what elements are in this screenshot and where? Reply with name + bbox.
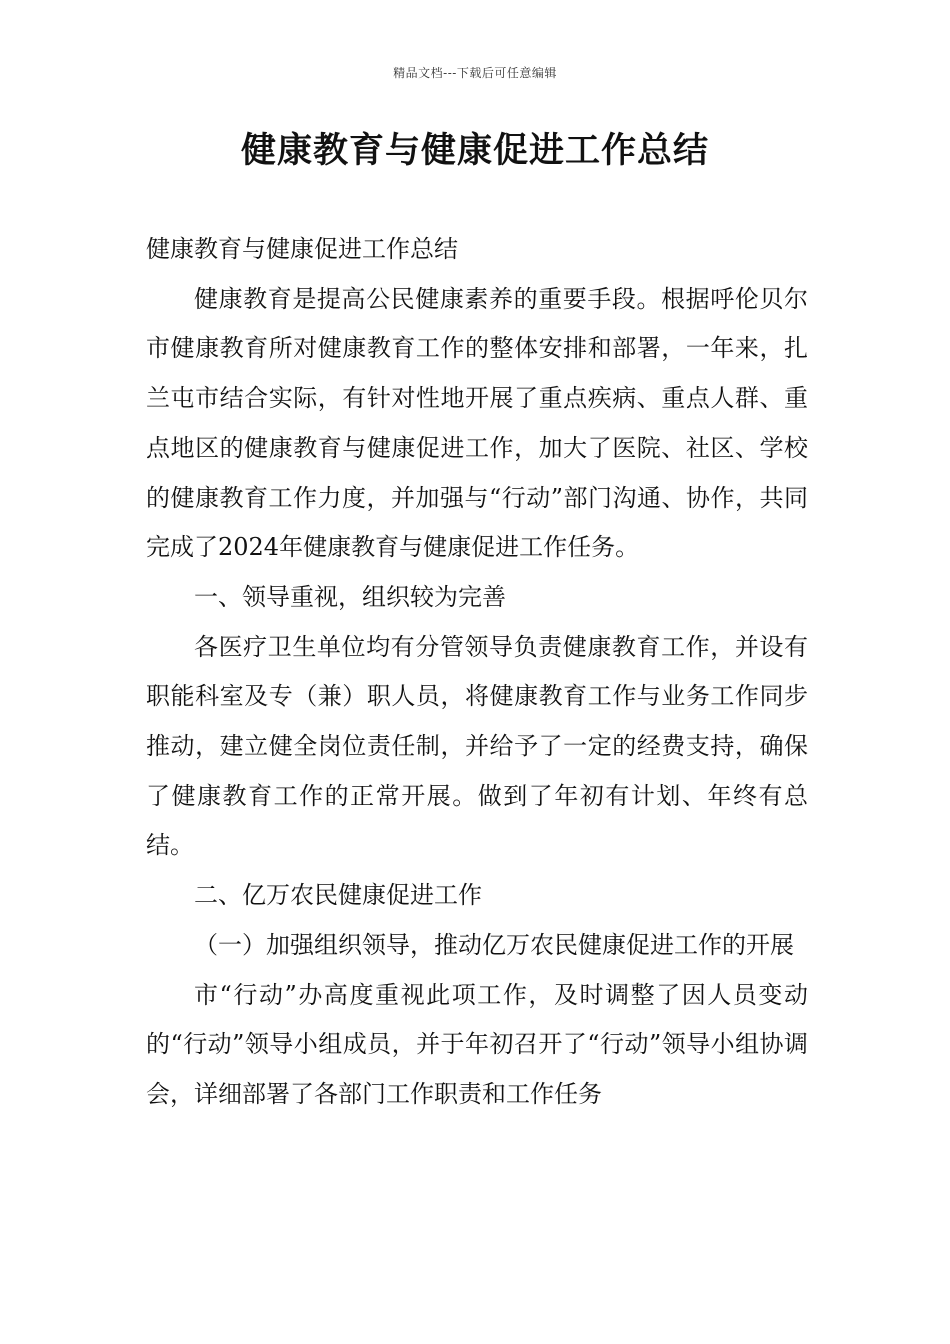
document-title: 健康教育与健康促进工作总结 (240, 131, 709, 171)
section-heading-2: 二、亿万农民健康促进工作 (194, 881, 482, 910)
document-body (146, 225, 808, 1120)
header-note: 精品文档---下载后可任意编辑 (393, 66, 557, 80)
section-heading-1: 一、领导重视，组织较为完善 (194, 582, 506, 611)
subtitle-paragraph: 健康教育与健康促进工作总结 (146, 235, 458, 263)
section-1-paragraph: 各医疗卫生单位均有分管领导负责健康教育工作，并设有职能科室及专（兼）职人员，将健康教育工作与业务工作同步推动，建立健全岗位责任制，并给予了一定的经费支持，确保了健康教育工作的正常开展。做到了年初有计划、年终有总结。 (146, 632, 808, 860)
subsection-heading-2-1: （一）加强组织领导，推动亿万农民健康促进工作的开展 (194, 930, 794, 959)
intro-paragraph: 健康教育是提高公民健康素养的重要手段。根据呼伦贝尔市健康教育所对健康教育工作的整体安排和部署，一年来，扎兰屯市结合实际，有针对性地开展了重点疾病、重点人群、重点地区的健康教育与健康促进工作，加大了医院、社区、学校的健康教育工作力度，并加强与“行动”部门沟通、协作，共同完成了2024年健康教育与健康促进工作任务。 (146, 284, 808, 562)
subsection-2-1-paragraph: 市“行动”办高度重视此项工作，及时调整了因人员变动的“行动”领导小组成员，并于年初召开了“行动”领导小组协调会，详细部署了各部门工作职责和工作任务 (146, 980, 808, 1108)
